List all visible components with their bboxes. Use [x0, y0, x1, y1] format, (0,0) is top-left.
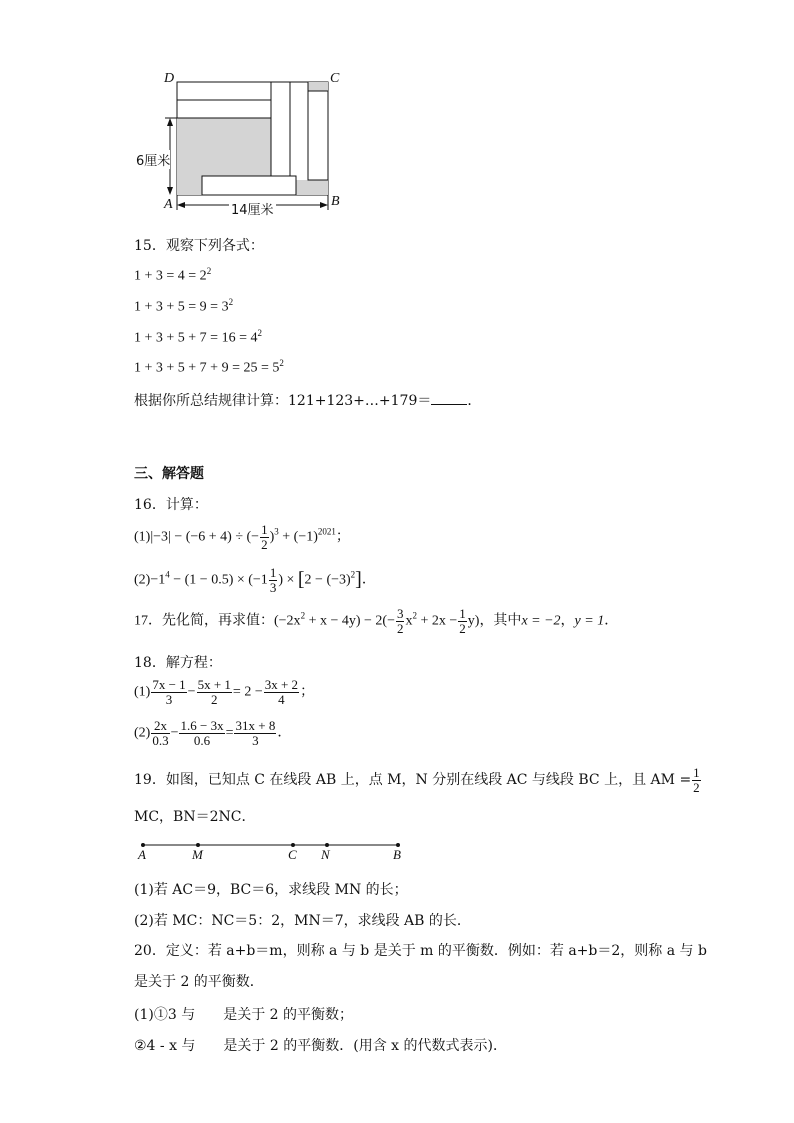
q15-line-1: $1 + 3 = 4 = 2^2$ [134, 266, 212, 284]
point-label-N: N [321, 847, 330, 862]
q16-part-1: (1)|−3| − (−6 + 4) ÷ (− $\frac{1}{2}$ )$^3 + (-1)^{2021}$； [134, 522, 350, 552]
q15-line-3: $1 + 3 + 5 + 7 = 16 = 4^2$ [134, 328, 262, 346]
segment-figure [134, 836, 414, 866]
label-A: A [164, 197, 173, 212]
width-label: 14厘米 [229, 199, 276, 218]
question-15-stem: 15．观察下列各式： [134, 238, 264, 254]
point-label-B: B [393, 847, 401, 862]
q18-part-2: (2) $\frac{2x}{0.3}$ − $\frac{1.6 - 3x}{0.6}$ = $\frac{31x + 8}{3}$ ． [134, 718, 292, 748]
question-17: 17．先化简，再求值：$(-2x^2 + x - 4y) - 2(-$ $\frac{3}{2}$ $x^2 + 2x$ − $\frac{1}{2}$ y)，其中x = −2，y = 1． [134, 606, 619, 636]
q15-ask: 根据你所总结规律计算：121+123+…+179＝ ． [134, 393, 482, 409]
label-D: D [164, 71, 175, 86]
q19-part-1: (1)若 AC＝9，BC＝6，求线段 MN 的长； [134, 882, 408, 898]
q19-part-2: (2)若 MC：NC＝5：2，MN＝7，求线段 AB 的长． [134, 913, 471, 929]
point-label-M: M [192, 847, 203, 862]
q20-part-2: ②4 - x 与 是关于 2 的平衡数．(用含 x 的代数式表示)． [134, 1038, 507, 1054]
label-C: C [330, 71, 340, 86]
question-18-stem: 18．解方程： [134, 655, 222, 671]
q16-part-2: $(2)-1^4 - (1 - 0.5) \times (-1$ $\frac{1}{3}$ ) × $[2 - (-3)^2]$． [134, 565, 376, 595]
question-16-stem: 16．计算： [134, 497, 208, 513]
answer-blank [431, 392, 467, 405]
question-19-line-2: MC，BN＝2NC． [134, 809, 256, 825]
q18-part-1: (1) $\frac{7x - 1}{3}$ − $\frac{5x + 1}{2}$ = 2 − $\frac{3x + 2}{4}$ ； [134, 677, 315, 707]
question-20-line-1: 20．定义：若 a+b＝m，则称 a 与 b 是关于 m 的平衡数．例如：若 a+b＝2，则称 a 与 b [134, 943, 707, 959]
q15-line-2: $1 + 3 + 5 = 9 = 3^2$ [134, 297, 234, 315]
question-19-line-1: 19．如图，已知点 C 在线段 AB 上，点 M，N 分别在线段 AC 与线段 BC 上，且 AM = $\frac{1}{2}$ [134, 765, 700, 795]
section-title: 三、解答题 [134, 466, 204, 482]
point-label-A: A [138, 847, 146, 862]
height-label: 6厘米 [136, 150, 170, 169]
point-label-C: C [288, 847, 297, 862]
label-B: B [331, 194, 340, 209]
q20-part-1: (1)①3 与 是关于 2 的平衡数； [134, 1007, 353, 1023]
rectangle-figure [130, 66, 350, 216]
question-20-line-2: 是关于 2 的平衡数． [134, 974, 264, 990]
q15-line-4: $1 + 3 + 5 + 7 + 9 = 25 = 5^2$ [134, 358, 284, 376]
